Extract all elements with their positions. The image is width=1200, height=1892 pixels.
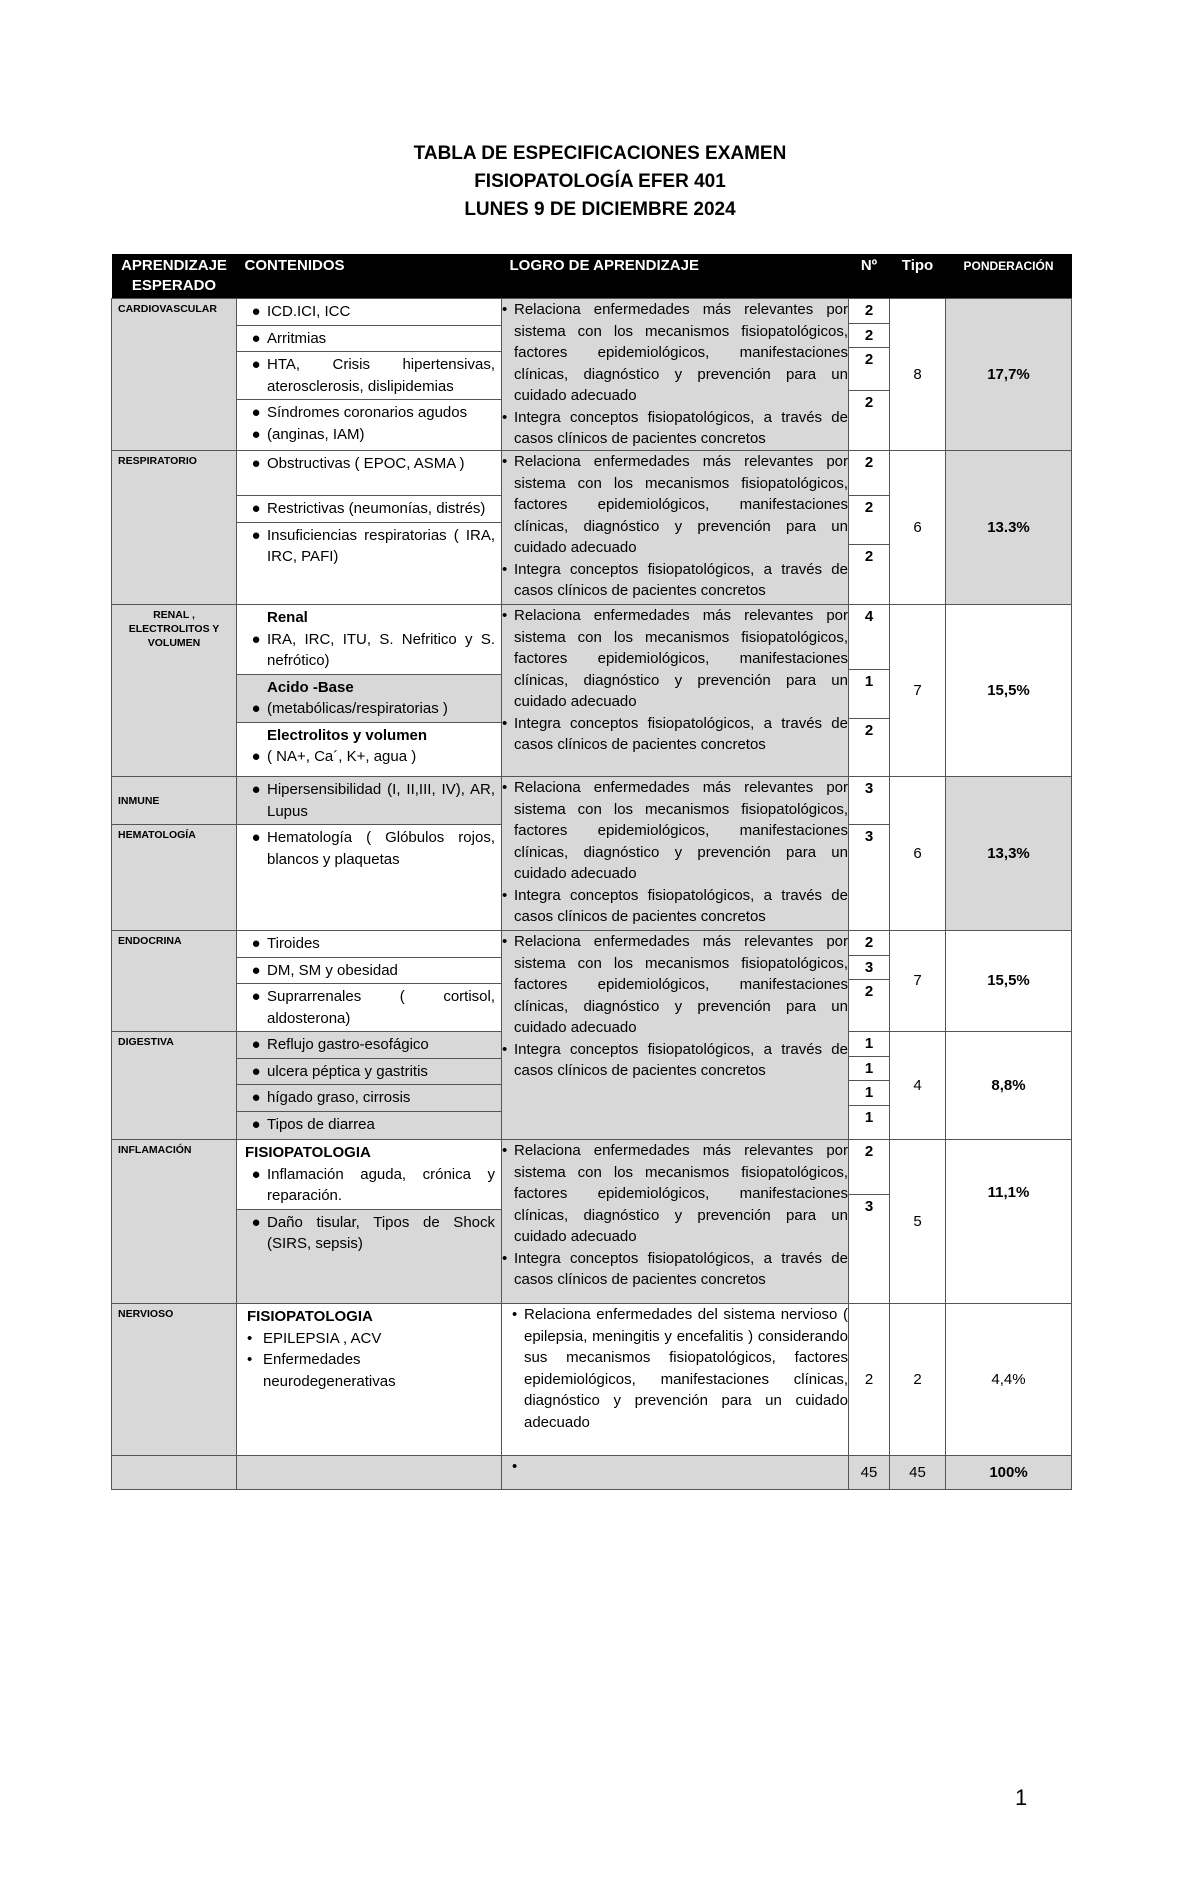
list-item: FISIOPATOLOGIA • EPILEPSIA , ACV • Enfermedades neurodegenerativas xyxy=(247,1308,396,1390)
header-contenidos: CONTENIDOS xyxy=(237,254,502,299)
table-row-nervioso xyxy=(112,1304,1072,1456)
area-cardiovascular: CARDIOVASCULAR xyxy=(112,299,237,451)
contenidos-hematologia xyxy=(237,825,502,931)
tipo-inmune-hematologia: 6 xyxy=(890,777,946,931)
header-aprendizaje: APRENDIZAJE ESPERADO xyxy=(112,254,237,299)
list-item: ● Suprarrenales ( cortisol, aldosterona) xyxy=(251,988,495,1027)
logro-nervioso: • Relaciona enfermedades del sistema nervioso ( epilepsia, meningitis y encefalitis ) considerando sus mecanismos fisiopatológicos, factores epidemiológicos, manifestaciones clínicas, diagnóstico y prevención para un cuidado adecuado xyxy=(502,1304,849,1456)
numero-inmune: 3 xyxy=(849,777,890,825)
total-numero: 45 xyxy=(849,1456,890,1490)
list-item: ● Arritmias xyxy=(237,326,501,353)
area-respiratorio: RESPIRATORIO xyxy=(112,451,237,605)
specifications-table xyxy=(111,254,1072,1490)
numero-inflamacion: 2 3 xyxy=(849,1140,890,1304)
area-digestiva: DIGESTIVA xyxy=(112,1032,237,1140)
numero-hematologia: 3 xyxy=(849,825,890,931)
ponderacion-cardiovascular: 17,7% xyxy=(946,299,1072,451)
header-numero: Nº xyxy=(849,254,890,299)
table-row-respiratorio xyxy=(112,451,1072,605)
contenidos-endocrina xyxy=(237,931,502,1032)
header-ponderacion: PONDERACIÓN xyxy=(946,254,1072,299)
header-row xyxy=(112,254,1072,299)
list-item: ● Hipersensibilidad (I, II,III, IV), AR, Lupus xyxy=(251,781,495,820)
area-inflamacion: INFLAMACIÓN xyxy=(112,1140,237,1304)
logro-renal: • Relaciona enfermedades más relevantes por sistema con los mecanismos fisiopatológicos, factores epidemiológicos, manifestaciones clínicas, diagnóstico y prevención para un cuidado adecuado • Integra conceptos fisiopatológicos, a través de casos clínicos de pacientes concretos xyxy=(502,605,849,777)
area-endocrina: ENDOCRINA xyxy=(112,931,237,1032)
tipo-inflamacion: 5 xyxy=(890,1140,946,1304)
tipo-nervioso: 2 xyxy=(890,1304,946,1456)
ponderacion-renal: 15,5% xyxy=(946,605,1072,777)
numero-endocrina: 2 3 2 xyxy=(849,931,890,1032)
header-logro: LOGRO DE APRENDIZAJE xyxy=(502,254,849,299)
tipo-endocrina: 7 xyxy=(890,931,946,1032)
area-inmune: INMUNE xyxy=(112,777,237,825)
table-row-inflamacion xyxy=(112,1140,1072,1304)
tipo-cardiovascular: 8 xyxy=(890,299,946,451)
total-empty-2 xyxy=(237,1456,502,1490)
table-row-renal xyxy=(112,605,1072,777)
list-item: ● Hematología ( Glóbulos rojos, blancos y plaquetas xyxy=(251,829,495,868)
list-item: ● ulcera péptica y gastritis xyxy=(237,1059,501,1086)
list-item: FISIOPATOLOGIA ● Inflamación aguda, crónica y reparación. xyxy=(237,1140,501,1210)
list-item: Electrolitos y volumen ● ( NA+, Ca´, K+, agua ) xyxy=(251,726,428,765)
numero-respiratorio: 2 2 2 xyxy=(849,451,890,605)
contenidos-nervioso xyxy=(237,1304,502,1456)
logro-respiratorio: • Relaciona enfermedades más relevantes por sistema con los mecanismos fisiopatológicos, factores epidemiológicos, manifestaciones clínicas, diagnóstico y prevención para un cuidado adecuado • Integra conceptos fisiopatológicos, a través de casos clínicos de pacientes concretos xyxy=(502,451,849,605)
numero-nervioso: 2 xyxy=(849,1304,890,1456)
tipo-respiratorio: 6 xyxy=(890,451,946,605)
list-item: ● Reflujo gastro-esofágico xyxy=(237,1032,501,1059)
ponderacion-respiratorio: 13.3% xyxy=(946,451,1072,605)
contenidos-cardiovascular xyxy=(237,299,502,451)
logro-endocrina-digestiva: • Relaciona enfermedades más relevantes por sistema con los mecanismos fisiopatológicos, factores epidemiológicos, manifestaciones clínicas, diagnóstico y prevención para un cuidado adecuado • Integra conceptos fisiopatológicos, a través de casos clínicos de pacientes concretos xyxy=(502,931,849,1140)
list-item: ● Obstructivas ( EPOC, ASMA ) xyxy=(237,451,501,496)
list-item: ● Tiroides xyxy=(237,931,501,958)
logro-inmune-hematologia: • Relaciona enfermedades más relevantes por sistema con los mecanismos fisiopatológicos, factores epidemiológicos, manifestaciones clínicas, diagnóstico y prevención para un cuidado adecuado • Integra conceptos fisiopatológicos, a través de casos clínicos de pacientes concretos xyxy=(502,777,849,931)
ponderacion-inmune-hematologia: 13,3% xyxy=(946,777,1072,931)
area-nervioso: NERVIOSO xyxy=(112,1304,237,1456)
area-hematologia: HEMATOLOGÍA xyxy=(112,825,237,931)
list-item: Renal ● IRA, IRC, ITU, S. Nefritico y S. nefrótico) xyxy=(237,605,501,675)
header-tipo: Tipo xyxy=(890,254,946,299)
contenidos-renal xyxy=(237,605,502,777)
list-item: ● HTA, Crisis hipertensivas, aterosclerosis, dislipidemias xyxy=(237,352,501,400)
total-ponderacion: 100% xyxy=(946,1456,1072,1490)
page-number: 1 xyxy=(1015,1785,1028,1810)
numero-renal: 4 1 2 xyxy=(849,605,890,777)
logro-inflamacion: • Relaciona enfermedades más relevantes por sistema con los mecanismos fisiopatológicos, factores epidemiológicos, manifestaciones clínicas, diagnóstico y prevención para un cuidado adecuado • Integra conceptos fisiopatológicos, a través de casos clínicos de pacientes concretos xyxy=(502,1140,849,1304)
table-row-cardiovascular xyxy=(112,299,1072,451)
contenidos-digestiva xyxy=(237,1032,502,1140)
contenidos-respiratorio xyxy=(237,451,502,605)
list-item: ● Insuficiencias respiratorias ( IRA, IRC, PAFI) xyxy=(251,526,495,565)
list-item: ● DM, SM y obesidad xyxy=(237,958,501,985)
ponderacion-inflamacion: 11,1% xyxy=(946,1140,1072,1304)
contenidos-inmune xyxy=(237,777,502,825)
list-item: ● Daño tisular, Tipos de Shock (SIRS, sepsis) xyxy=(251,1213,495,1252)
total-empty-1 xyxy=(112,1456,237,1490)
title-line-3: LUNES 9 DE DICIEMBRE 2024 xyxy=(464,199,736,220)
total-logro: • xyxy=(502,1456,849,1490)
ponderacion-nervioso: 4,4% xyxy=(946,1304,1072,1456)
document-title xyxy=(0,140,1200,224)
list-item: ● hígado graso, cirrosis xyxy=(237,1085,501,1112)
logro-cardiovascular: • Relaciona enfermedades más relevantes por sistema con los mecanismos fisiopatológicos, factores epidemiológicos, manifestaciones clínicas, diagnóstico y prevención para un cuidado adecuado • Integra conceptos fisiopatológicos, a través de casos clínicos de pacientes concretos xyxy=(502,299,849,451)
area-renal: RENAL , ELECTROLITOS Y VOLUMEN xyxy=(112,605,237,777)
table-row-inmune xyxy=(112,777,1072,825)
tipo-renal: 7 xyxy=(890,605,946,777)
contenidos-inflamacion xyxy=(237,1140,502,1304)
list-item: ● Tipos de diarrea xyxy=(251,1115,375,1133)
table-row-endocrina xyxy=(112,931,1072,1032)
ponderacion-digestiva: 8,8% xyxy=(946,1032,1072,1140)
title-line-1: TABLA DE ESPECIFICACIONES EXAMEN xyxy=(413,143,787,164)
list-item: Acido -Base ● (metabólicas/respiratorias ) xyxy=(237,675,501,723)
table-row-total xyxy=(112,1456,1072,1490)
list-item: ● Restrictivas (neumonías, distrés) xyxy=(237,496,501,523)
total-tipo: 45 xyxy=(890,1456,946,1490)
list-item: ● Síndromes coronarios agudos ● (anginas, IAM) xyxy=(251,404,468,443)
tipo-digestiva: 4 xyxy=(890,1032,946,1140)
numero-digestiva: 1 1 1 1 xyxy=(849,1032,890,1140)
list-item: ● ICD.ICI, ICC xyxy=(237,299,501,326)
ponderacion-endocrina: 15,5% xyxy=(946,931,1072,1032)
numero-cardiovascular: 2 2 2 2 xyxy=(849,299,890,451)
title-line-2: FISIOPATOLOGÍA EFER 401 xyxy=(474,171,726,192)
